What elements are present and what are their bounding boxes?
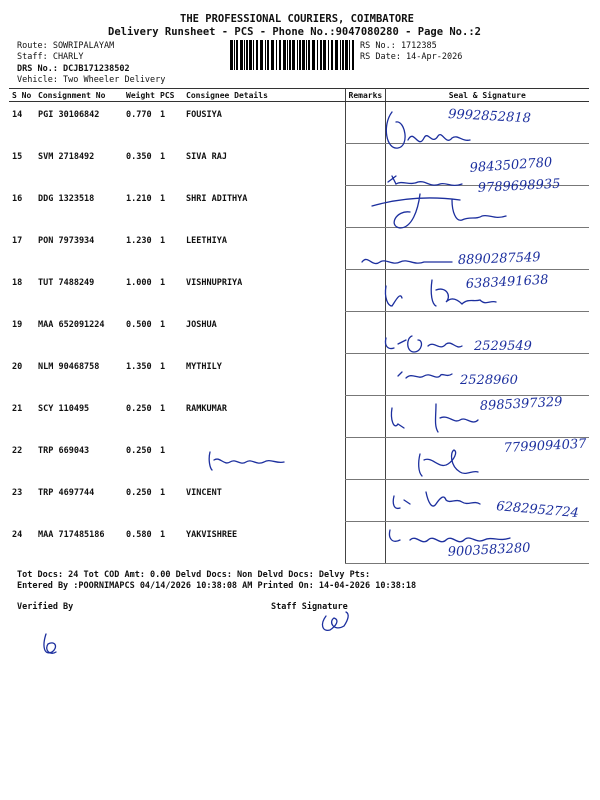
barcode-bar (302, 40, 305, 70)
barcode-bar (240, 40, 243, 70)
signature-cell (385, 102, 589, 144)
barcode-bar (287, 40, 288, 70)
table-row (9, 144, 589, 186)
pcs-cell: 1 (160, 529, 166, 540)
rs-date: RS Date: 14-Apr-2026 (360, 52, 463, 62)
consignment-no-cell: MAA 717485186 (38, 529, 105, 540)
totals-line: Tot Docs: 24 Tot COD Amt: 0.00 Delvd Docs: Non Delvd Docs: Delvy Pts: (17, 570, 371, 580)
barcode-bar (328, 40, 329, 70)
weight-cell: 0.250 (126, 445, 152, 456)
route-label: Route: SOWRIPALAYAM (17, 41, 115, 51)
sno-cell: 15 (12, 151, 23, 162)
consignee-cell: SHRI ADITHYA (186, 193, 248, 204)
phone-number-15: 9843502780 (469, 155, 553, 176)
runsheet-table (9, 88, 589, 564)
remarks-cell (345, 396, 385, 438)
phone-number-19: 2529549 (474, 339, 532, 354)
entered-by-line: Entered By :POORNIMAPCS 04/14/2026 10:38:08 AM Printed On: 14-04-2026 10:38:18 (17, 581, 417, 591)
signature-cell (385, 144, 589, 186)
consignment-no-cell: SVM 2718492 (38, 151, 95, 162)
table-row (9, 480, 589, 522)
sno-cell: 21 (12, 403, 23, 414)
remarks-cell (345, 186, 385, 228)
phone-number-23: 6282952724 (495, 499, 580, 522)
col-header-weight: Weight (123, 89, 157, 102)
signature-cell (385, 270, 589, 312)
barcode-image (230, 40, 356, 70)
barcode-bar (335, 40, 338, 70)
col-header-consignee: Consignee Details (183, 89, 345, 102)
signature-cell (385, 480, 589, 522)
signature-cell (385, 312, 589, 354)
remarks-cell (345, 354, 385, 396)
pcs-cell: 1 (160, 319, 166, 330)
remarks-cell (345, 144, 385, 186)
sno-cell: 14 (12, 110, 23, 120)
barcode-bar (276, 40, 277, 70)
remarks-cell (345, 228, 385, 270)
consignee-cell: VISHNUPRIYA (186, 277, 243, 288)
phone-number-24: 9003583280 (447, 540, 531, 560)
barcode-bar (297, 40, 298, 70)
barcode-bar (312, 40, 315, 70)
remarks-cell (345, 438, 385, 480)
staff-signature-mark (323, 612, 349, 630)
weight-cell: 0.350 (126, 151, 152, 162)
barcode-bar (267, 40, 269, 70)
consignment-no-cell: PGI 30106842 (38, 110, 100, 120)
signature-cell (385, 354, 589, 396)
sno-cell: 22 (12, 445, 23, 456)
drs-number: DRS No.: DCJB171238502 (17, 64, 130, 74)
consignee-cell: YAKVISHREE (186, 529, 238, 540)
staff-signature-label: Staff Signature (271, 602, 348, 612)
consignment-no-cell: MAA 652091224 (38, 319, 105, 330)
barcode-bar (236, 40, 238, 70)
col-header-sno: S No (9, 89, 35, 102)
sno-cell: 20 (12, 361, 23, 372)
barcode-bar (253, 40, 254, 70)
pcs-cell: 1 (160, 193, 166, 204)
runsheet-subtitle: Delivery Runsheet - PCS - Phone No.:9047080280 - Page No.:2 (108, 26, 481, 38)
consignee-cell: RAMKUMAR (186, 403, 227, 414)
phone-number-16: 9789698935 (477, 176, 561, 196)
pcs-cell: 1 (160, 235, 166, 246)
pcs-cell: 1 (160, 110, 166, 120)
consignment-no-cell: NLM 90468758 (38, 361, 100, 372)
pcs-cell: 1 (160, 277, 166, 288)
barcode-bar (317, 40, 318, 70)
barcode-bar (244, 40, 245, 70)
col-header-signature: Seal & Signature (385, 89, 589, 102)
barcode-bar (256, 40, 258, 70)
company-title: THE PROFESSIONAL COURIERS, COIMBATORE (180, 13, 414, 25)
barcode-bar (289, 40, 291, 70)
signature-cell (385, 522, 589, 564)
pcs-cell: 1 (160, 361, 166, 372)
barcode-bar (292, 40, 295, 70)
consignment-no-cell: PON 7973934 (38, 235, 95, 246)
remarks-cell (345, 102, 385, 144)
table-row (9, 438, 589, 480)
pcs-cell: 1 (160, 487, 166, 498)
staff-label: Staff: CHARLY (17, 52, 84, 62)
table-row (9, 354, 589, 396)
pcs-cell: 1 (160, 445, 166, 456)
barcode-bar (249, 40, 252, 70)
weight-cell: 1.000 (126, 277, 152, 288)
signature-cell (385, 186, 589, 228)
barcode-bar (299, 40, 301, 70)
weight-cell: 0.500 (126, 319, 152, 330)
barcode-bar (345, 40, 348, 70)
consignment-no-cell: TUT 7488249 (38, 277, 95, 288)
table-row (9, 102, 589, 144)
weight-cell: 1.350 (126, 361, 152, 372)
sno-cell: 24 (12, 529, 23, 540)
barcode-bar (271, 40, 274, 70)
weight-cell: 0.250 (126, 403, 152, 414)
sno-cell: 18 (12, 277, 23, 288)
consignment-no-cell: TRP 669043 (38, 445, 90, 456)
table-header-row (9, 89, 589, 102)
pcs-cell: 1 (160, 403, 166, 414)
sno-cell: 16 (12, 193, 23, 204)
phone-number-20: 2528960 (460, 373, 518, 388)
consignment-no-cell: DDG 1323518 (38, 193, 95, 204)
barcode-bar (306, 40, 307, 70)
weight-cell: 1.210 (126, 193, 152, 204)
barcode-bar (283, 40, 286, 70)
phone-number-21: 8985397329 (479, 394, 563, 414)
phone-number-22: 7799094037 (503, 436, 587, 456)
phone-number-17: 8890287549 (457, 250, 541, 268)
signature-cell (385, 228, 589, 270)
signature-cell (385, 396, 589, 438)
sno-cell: 23 (12, 487, 23, 498)
weight-cell: 1.230 (126, 235, 152, 246)
table-row (9, 312, 589, 354)
remarks-cell (345, 270, 385, 312)
barcode-bar (323, 40, 326, 70)
consignee-cell: FOUSIYA (186, 110, 222, 120)
col-header-remarks: Remarks (345, 89, 385, 102)
barcode-bar (265, 40, 266, 70)
table-row (9, 186, 589, 228)
signature-cell (385, 438, 589, 480)
phone-number-18: 6383491638 (465, 272, 549, 292)
pcs-cell: 1 (160, 151, 166, 162)
consignment-no-cell: TRP 4697744 (38, 487, 95, 498)
barcode-bar (260, 40, 263, 70)
remarks-cell (345, 522, 385, 564)
table-body (9, 102, 589, 564)
col-header-consignment: Consignment No (35, 89, 123, 102)
table-row (9, 396, 589, 438)
remarks-cell (345, 312, 385, 354)
barcode-bar (349, 40, 350, 70)
vehicle-label: Vehicle: Two Wheeler Delivery (17, 75, 166, 85)
barcode-bar (308, 40, 310, 70)
table-row (9, 228, 589, 270)
consignee-cell: JOSHUA (186, 319, 217, 330)
consignee-cell: SIVA RAJ (186, 151, 227, 162)
weight-cell: 0.770 (126, 110, 152, 120)
consignee-cell: VINCENT (186, 487, 222, 498)
consignee-cell: MYTHILY (186, 361, 222, 372)
table-row (9, 522, 589, 564)
barcode-bar (331, 40, 333, 70)
barcode-bar (279, 40, 281, 70)
barcode-bar (340, 40, 341, 70)
barcode-bar (234, 40, 235, 70)
weight-cell: 0.250 (126, 487, 152, 498)
phone-number-14: 9992852818 (447, 107, 532, 127)
weight-cell: 0.580 (126, 529, 152, 540)
col-header-pcs: PCS (157, 89, 183, 102)
verified-by-label: Verified By (17, 602, 74, 612)
barcode-bar (352, 40, 354, 70)
sno-cell: 17 (12, 235, 23, 246)
rs-number: RS No.: 1712385 (360, 41, 437, 51)
barcode-bar (342, 40, 344, 70)
consignee-cell-handwritten (183, 438, 345, 480)
table-row (9, 270, 589, 312)
barcode-bar (230, 40, 233, 70)
sno-cell: 19 (12, 319, 23, 330)
verified-by-signature (44, 634, 56, 653)
consignee-cell: LEETHIYA (186, 235, 227, 246)
consignment-no-cell: SCY 110495 (38, 403, 90, 414)
barcode-bar (320, 40, 322, 70)
remarks-cell (345, 480, 385, 522)
barcode-bar (246, 40, 248, 70)
